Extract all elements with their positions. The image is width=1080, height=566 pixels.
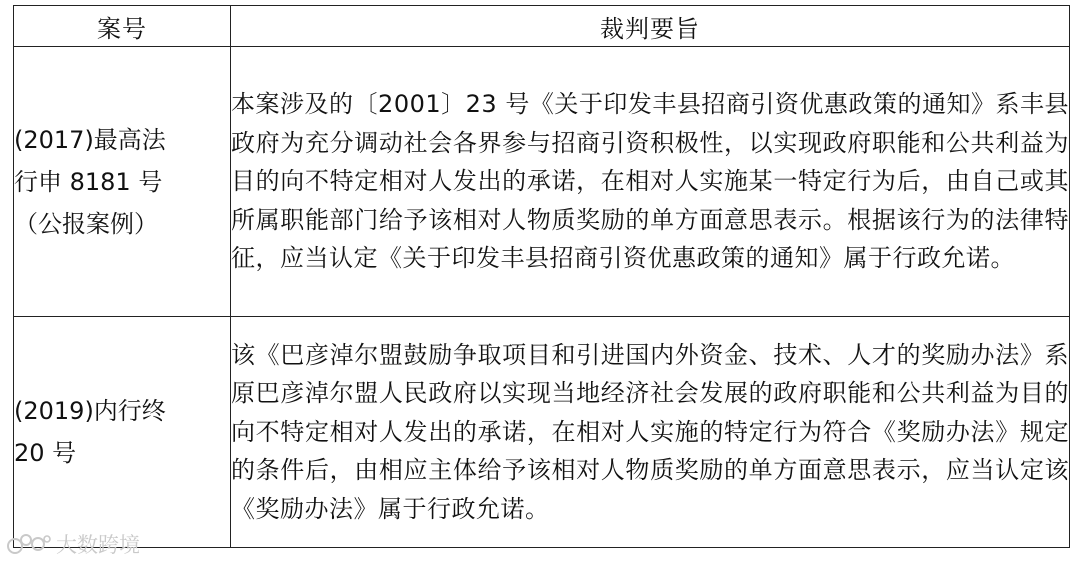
case-number-line: 20 号 xyxy=(14,439,77,467)
case-number-cell xyxy=(14,47,231,317)
case-number-line: （公报案例） xyxy=(14,209,158,238)
header-case-number: 案号 xyxy=(14,6,231,47)
case-number-cell xyxy=(14,317,231,548)
table-header-row xyxy=(14,6,1070,47)
case-number-line: (2019)内行终 xyxy=(14,397,166,425)
watermark-text: 大数跨境 xyxy=(56,533,140,557)
brand-logo-icon xyxy=(6,532,52,556)
case-number-line: (2017)最高法 xyxy=(14,125,166,154)
case-ruling-table xyxy=(13,5,1070,548)
ruling-gist-cell: 本案涉及的〔2001〕23 号《关于印发丰县招商引资优惠政策的通知》系丰县政府为充分调动社会各界参与招商引资积极性，以实现政府职能和公共利益为目的向不特定相对人发出的承诺，在相对人实施某一特定行为后，由自己或其所属职能部门给予该相对人物质奖励的单方面意思表示。根据该行为的法律特征，应当认定《关于印发丰县招商引资优惠政策的通知》属于行政允诺。 xyxy=(231,47,1070,317)
table-row xyxy=(14,317,1070,548)
header-ruling-gist: 裁判要旨 xyxy=(231,6,1070,47)
watermark xyxy=(6,531,140,557)
ruling-gist-cell: 该《巴彦淖尔盟鼓励争取项目和引进国内外资金、技术、人才的奖励办法》系原巴彦淖尔盟人民政府以实现当地经济社会发展的政府职能和公共利益为目的向不特定相对人发出的承诺，在相对人实施的特定行为符合《奖励办法》规定的条件后，由相应主体给予该相对人物质奖励的单方面意思表示，应当认定该《奖励办法》属于行政允诺。 xyxy=(231,317,1070,548)
case-number-line: 行申 8181 号 xyxy=(14,167,163,196)
table-row xyxy=(14,47,1070,317)
